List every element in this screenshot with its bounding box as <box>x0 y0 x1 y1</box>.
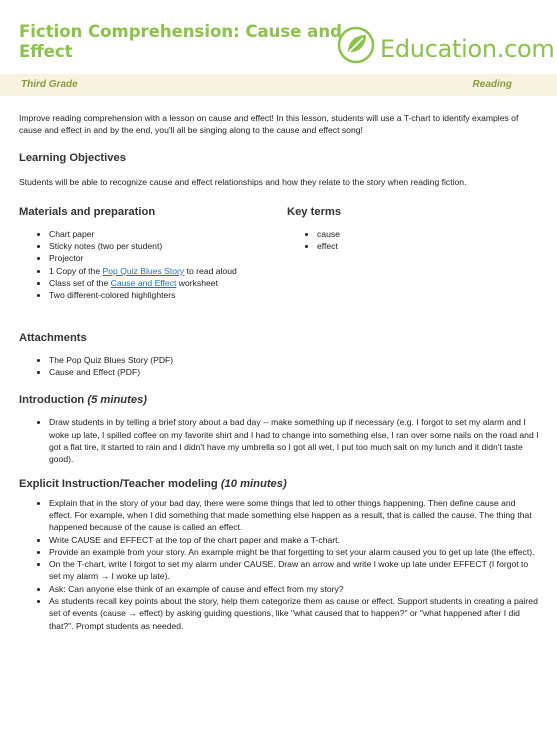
materials-section <box>19 205 269 302</box>
list-item: • cause <box>317 228 487 240</box>
explicit-instruction-heading <box>19 477 539 491</box>
list-item <box>49 277 269 289</box>
attachments-section <box>19 331 539 379</box>
list-item-text: to read aloud <box>184 265 237 276</box>
cause-and-effect-link[interactable]: Cause and Effect <box>110 278 177 289</box>
list-item-text: Class set of the <box>49 278 111 289</box>
key-terms-heading: Key terms <box>287 205 342 218</box>
logo-text: Education.com <box>380 35 555 63</box>
list-item: • As students recall key points about the story, help them categorize them as cause or effect. Support students in creating a paired set of events (cause → effect) by asking guiding questions, like "what caused that to happen?" or "what happened after I did that?". Prompt students as needed. <box>49 595 539 632</box>
page-title: Fiction Comprehension: Cause and Effect <box>19 22 342 61</box>
attachment-item[interactable]: • Cause and Effect (PDF) <box>49 366 539 378</box>
list-item-text: 1 Copy of the <box>49 265 103 276</box>
list-item: • Two different-colored highlighters <box>49 289 269 301</box>
list-item: • effect <box>317 240 487 252</box>
list-item <box>49 265 269 277</box>
introduction-list <box>19 416 539 465</box>
key-terms-section <box>287 205 487 253</box>
learning-objectives-heading: Learning Objectives <box>19 151 126 164</box>
list-item: • Chart paper <box>49 228 269 240</box>
key-terms-list <box>287 228 487 253</box>
list-item: • Provide an example from your story. An example might be that forgetting to set your alarm caused you to get up late (the effect). <box>49 546 539 558</box>
list-item: • Draw students in by telling a brief story about a bad day -- make something up if necessary (e.g. I forgot to set my alarm and I woke up late, I spilled coffee on my favorite shirt and I had to change into something else, I ran over some nails on the road and I got a flat tire, it started to rain and I didn't have my umbrella so I got all wet, I put too much salt on my lunch and it didn't taste good). <box>49 416 539 465</box>
list-item: • Projector <box>49 252 269 264</box>
attachments-heading: Attachments <box>19 331 87 344</box>
intro-paragraph: Improve reading comprehension with a lesson on cause and effect! In this lesson, students will use a T-chart to identify examples of cause and effect in and by the end, you'll all be singing along to the cause and effect song! <box>19 113 519 136</box>
attachments-list <box>19 354 539 379</box>
explicit-instruction-list <box>19 497 539 632</box>
materials-list <box>19 228 269 302</box>
introduction-heading-text: Introduction <box>19 394 85 407</box>
logo-leaf-icon <box>336 25 376 65</box>
explicit-instruction-time: (10 minutes) <box>220 477 287 490</box>
subject-label: Reading <box>472 79 512 90</box>
lesson-content <box>19 112 539 632</box>
grade-label: Third Grade <box>21 79 78 90</box>
introduction-time: (5 minutes) <box>87 394 148 407</box>
explicit-instruction-heading-text: Explicit Instruction/Teacher modeling <box>19 477 218 490</box>
list-item-text: worksheet <box>176 278 218 289</box>
materials-and-terms <box>19 205 539 328</box>
materials-heading: Materials and preparation <box>19 205 156 218</box>
education-com-logo[interactable] <box>336 23 555 67</box>
attachment-item[interactable]: • The Pop Quiz Blues Story (PDF) <box>49 354 539 366</box>
introduction-heading <box>19 393 539 407</box>
pop-quiz-blues-story-link[interactable]: Pop Quiz Blues Story <box>102 265 185 276</box>
list-item: • Explain that in the story of your bad day, there were some things that led to other things happening. Then define cause and effect. For example, when I did something that made something else happen as a result, that is called the cause. The thing that happened because of the cause is called an effect. <box>49 497 539 534</box>
list-item: • Write CAUSE and EFFECT at the top of the chart paper and make a T-chart. <box>49 534 539 546</box>
learning-objectives-text: Students will be able to recognize cause and effect relationships and how they relate to the story when reading fiction. <box>19 176 467 187</box>
list-item: • Sticky notes (two per student) <box>49 240 269 252</box>
list-item: • On the T-chart, write I forgot to set my alarm under CAUSE. Draw an arrow and write I woke up late under EFFECT (I forgot to set my alarm → I woke up late). <box>49 558 539 583</box>
list-item: • Ask: Can anyone else think of an example of cause and effect from my story? <box>49 583 539 595</box>
